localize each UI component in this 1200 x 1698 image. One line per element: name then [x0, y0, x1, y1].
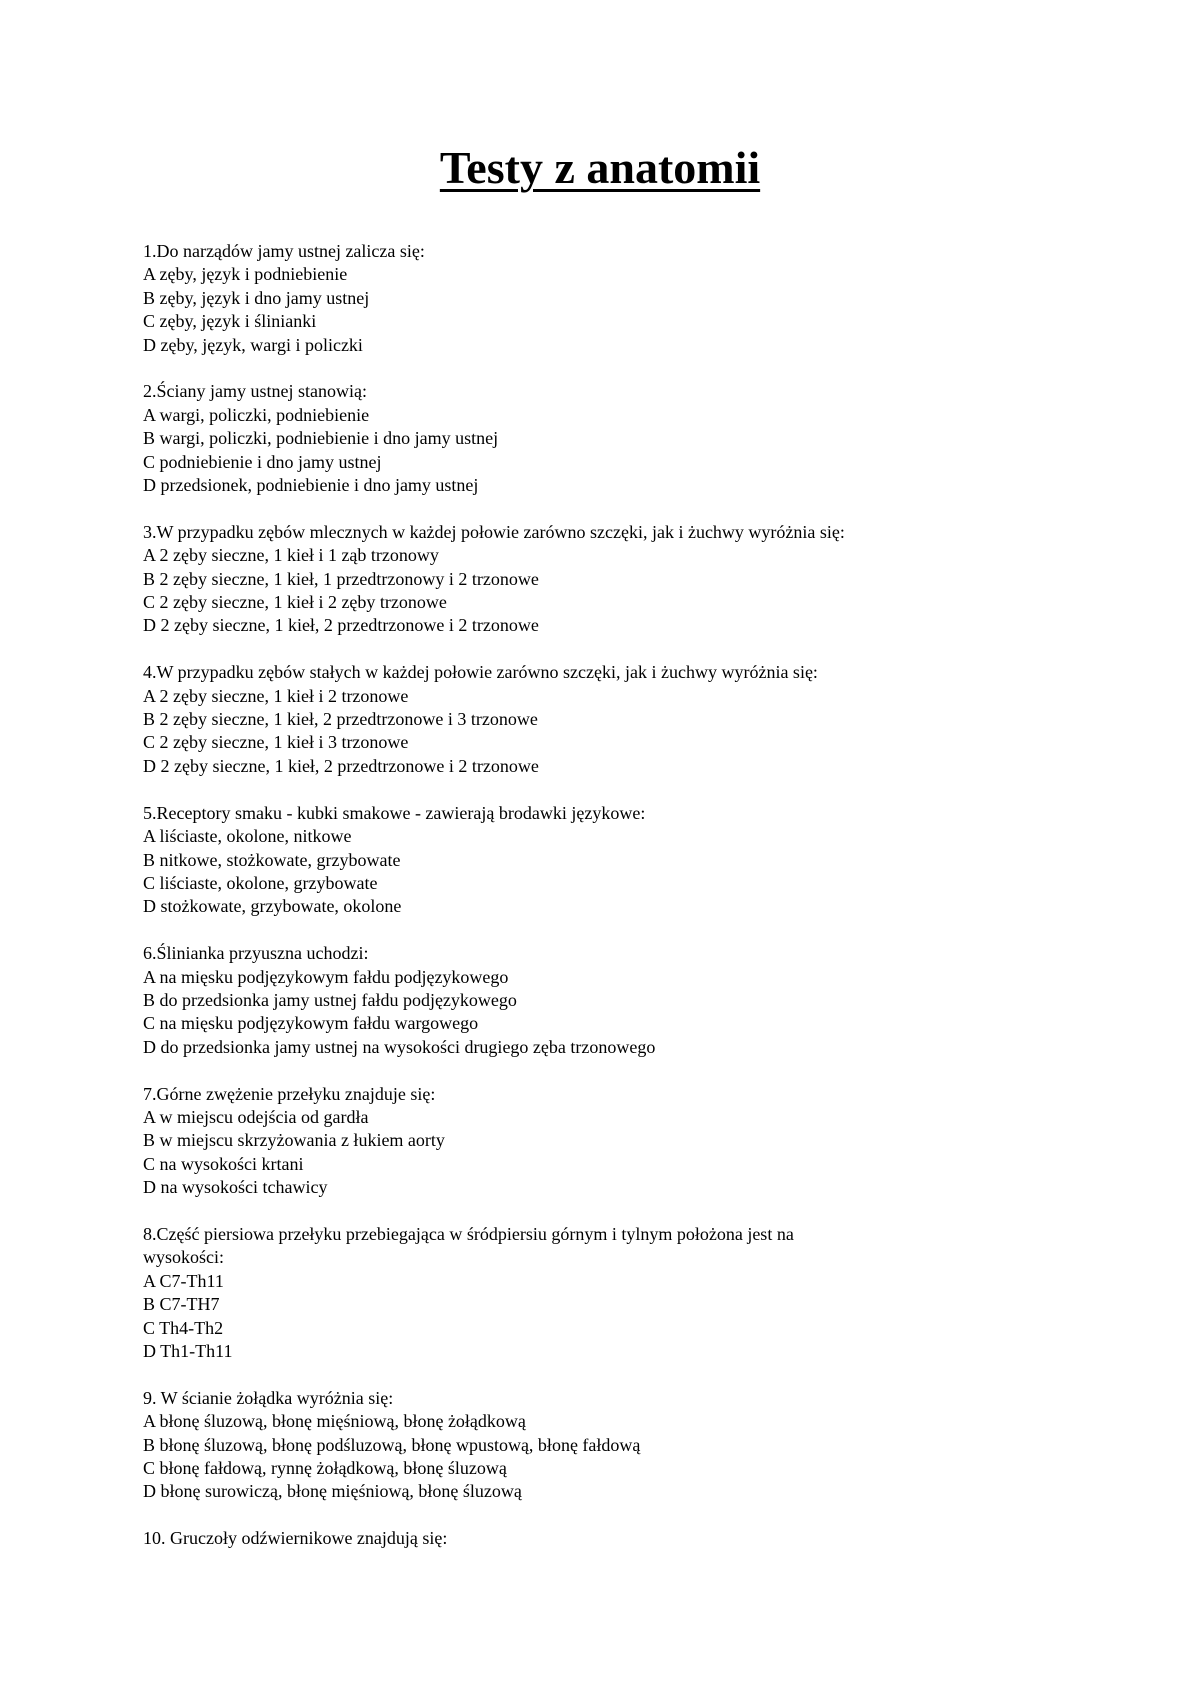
- question-4: [143, 661, 1143, 778]
- answer-option: A 2 zęby sieczne, 1 kieł i 2 trzonowe: [143, 685, 409, 706]
- question-1: [143, 240, 1143, 357]
- page-title-text: Testy z anatomii: [439, 142, 761, 193]
- answer-option: C podniebienie i dno jamy ustnej: [143, 451, 382, 472]
- answer-option: A w miejscu odejścia od gardła: [143, 1106, 369, 1127]
- question-text: 2.Ściany jamy ustnej stanowią:: [143, 381, 367, 402]
- question-3: [143, 521, 1143, 638]
- answer-option: B C7-TH7: [143, 1294, 220, 1315]
- answer-option: B do przedsionka jamy ustnej fałdu podjęzykowego: [143, 989, 517, 1010]
- answer-option: A wargi, policzki, podniebienie: [143, 404, 370, 425]
- answer-option: C na mięsku podjęzykowym fałdu wargowego: [143, 1013, 479, 1034]
- question-6: [143, 942, 1143, 1059]
- answer-option: A liściaste, okolone, nitkowe: [143, 826, 352, 847]
- question-2: [143, 380, 1143, 497]
- answer-option: D na wysokości tchawicy: [143, 1177, 328, 1198]
- question-text: 7.Górne zwężenie przełyku znajduje się:: [143, 1083, 436, 1104]
- answer-option: B 2 zęby sieczne, 1 kieł, 1 przedtrzonowy i 2 trzonowe: [143, 568, 539, 589]
- question-text: wysokości:: [143, 1247, 224, 1268]
- question-list: [143, 240, 1143, 1574]
- question-text: 4.W przypadku zębów stałych w każdej połowie zarówno szczęki, jak i żuchwy wyróżnia się:: [143, 662, 818, 683]
- answer-option: A błonę śluzową, błonę mięśniową, błonę żołądkową: [143, 1411, 526, 1432]
- page-title: [0, 140, 1200, 196]
- answer-option: D przedsionek, podniebienie i dno jamy ustnej: [143, 475, 479, 496]
- question-10: [143, 1527, 1143, 1550]
- question-8: [143, 1223, 1143, 1363]
- answer-option: B błonę śluzową, błonę podśluzową, błonę wpustową, błonę fałdową: [143, 1434, 641, 1455]
- answer-option: D 2 zęby sieczne, 1 kieł, 2 przedtrzonowe i 2 trzonowe: [143, 615, 539, 636]
- answer-option: C 2 zęby sieczne, 1 kieł i 3 trzonowe: [143, 732, 409, 753]
- answer-option: B nitkowe, stożkowate, grzybowate: [143, 849, 401, 870]
- question-text: 3.W przypadku zębów mlecznych w każdej połowie zarówno szczęki, jak i żuchwy wyróżnia się:: [143, 521, 845, 542]
- answer-option: C błonę fałdową, rynnę żołądkową, błonę śluzową: [143, 1458, 507, 1478]
- question-text: 6.Ślinianka przyuszna uchodzi:: [143, 943, 369, 964]
- answer-option: A na mięsku podjęzykowym fałdu podjęzykowego: [143, 966, 509, 987]
- answer-option: D Th1-Th11: [143, 1340, 233, 1361]
- answer-option: C Th4-Th2: [143, 1317, 224, 1338]
- answer-option: D stożkowate, grzybowate, okolone: [143, 896, 402, 917]
- question-9: [143, 1387, 1143, 1504]
- answer-option: D 2 zęby sieczne, 1 kieł, 2 przedtrzonowe i 2 trzonowe: [143, 755, 539, 776]
- answer-option: B 2 zęby sieczne, 1 kieł, 2 przedtrzonowe i 3 trzonowe: [143, 709, 538, 730]
- question-text: 1.Do narządów jamy ustnej zalicza się:: [143, 241, 425, 261]
- question-7: [143, 1083, 1143, 1200]
- answer-option: C zęby, język i ślinianki: [143, 311, 317, 332]
- answer-option: B zęby, język i dno jamy ustnej: [143, 287, 370, 308]
- answer-option: A 2 zęby sieczne, 1 kieł i 1 ząb trzonowy: [143, 545, 439, 566]
- answer-option: C liściaste, okolone, grzybowate: [143, 872, 378, 893]
- answer-option: B wargi, policzki, podniebienie i dno jamy ustnej: [143, 428, 499, 449]
- question-text: 10. Gruczoły odźwiernikowe znajdują się:: [143, 1528, 448, 1549]
- question-text: 5.Receptory smaku - kubki smakowe - zawierają brodawki językowe:: [143, 802, 646, 823]
- question-text: 8.Część piersiowa przełyku przebiegająca w śródpiersiu górnym i tylnym położona jest na: [143, 1223, 794, 1244]
- answer-option: D zęby, język, wargi i policzki: [143, 334, 363, 355]
- answer-option: C na wysokości krtani: [143, 1153, 304, 1174]
- answer-option: B w miejscu skrzyżowania z łukiem aorty: [143, 1130, 445, 1151]
- answer-option: A zęby, język i podniebienie: [143, 264, 348, 285]
- question-text: 9. W ścianie żołądka wyróżnia się:: [143, 1387, 394, 1408]
- answer-option: D błonę surowiczą, błonę mięśniową, błonę śluzową: [143, 1481, 522, 1502]
- answer-option: C 2 zęby sieczne, 1 kieł i 2 zęby trzonowe: [143, 592, 447, 613]
- question-5: [143, 802, 1143, 919]
- answer-option: A C7-Th11: [143, 1270, 224, 1291]
- answer-option: D do przedsionka jamy ustnej na wysokości drugiego zęba trzonowego: [143, 1036, 656, 1057]
